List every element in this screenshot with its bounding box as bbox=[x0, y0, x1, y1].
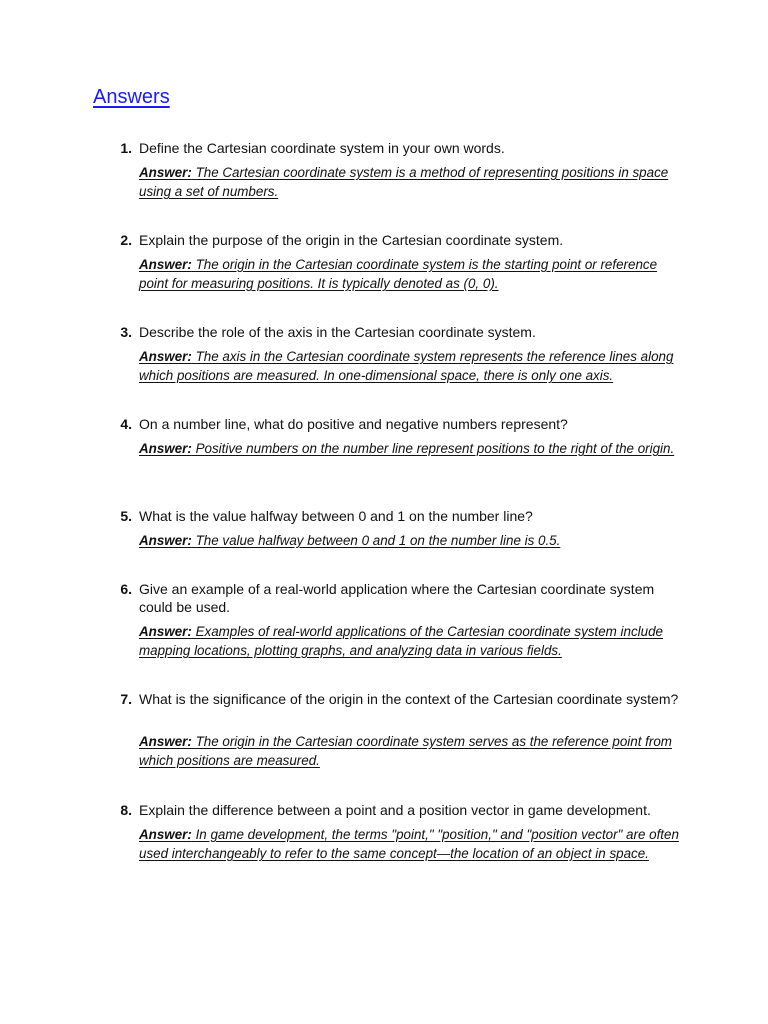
answer-label: Answer: bbox=[139, 257, 192, 272]
question-text: Give an example of a real-world application where the Cartesian coordinate system could be used. bbox=[139, 581, 655, 615]
question-text: On a number line, what do positive and negative numbers represent? bbox=[139, 416, 568, 432]
answer-body: In game development, the terms "point," "position," and "position vector" are often used interchangeably to refer to the same concept—the location of an object in space. bbox=[139, 827, 679, 861]
question-text: Define the Cartesian coordinate system in your own words. bbox=[139, 140, 505, 156]
answer-label: Answer: bbox=[139, 827, 192, 842]
answer-body: Examples of real-world applications of the Cartesian coordinate system include mapping locations, plotting graphs, and analyzing data in various fields. bbox=[139, 624, 663, 658]
item-number: 6. bbox=[120, 581, 132, 597]
item-number: 3. bbox=[120, 324, 132, 340]
item-number: 8. bbox=[120, 802, 132, 818]
item-number: 1. bbox=[120, 140, 132, 156]
answer-label: Answer: bbox=[139, 533, 192, 548]
answer-text bbox=[139, 825, 680, 863]
item-number: 7. bbox=[120, 691, 132, 707]
answer-text bbox=[139, 255, 680, 293]
answer-text bbox=[139, 163, 680, 201]
item-number: 5. bbox=[120, 508, 132, 524]
question-text: What is the value halfway between 0 and 1 on the number line? bbox=[139, 508, 533, 524]
question-text: Explain the purpose of the origin in the Cartesian coordinate system. bbox=[139, 232, 564, 248]
answer-text bbox=[139, 439, 680, 458]
answer-body: The Cartesian coordinate system is a method of representing positions in space using a set of numbers. bbox=[139, 165, 669, 199]
answer-body: Positive numbers on the number line represent positions to the right of the origin. bbox=[195, 441, 675, 456]
answer-body: The value halfway between 0 and 1 on the number line is 0.5. bbox=[195, 533, 561, 548]
item-number: 4. bbox=[120, 416, 132, 432]
answer-text bbox=[139, 622, 680, 660]
answer-text bbox=[139, 531, 680, 550]
answer-text bbox=[139, 347, 680, 385]
answer-body: The axis in the Cartesian coordinate system represents the reference lines along which positions are measured. In one-dimensional space, there is only one axis. bbox=[139, 349, 674, 383]
answers-heading[interactable]: Answers bbox=[93, 86, 170, 108]
answer-body: The origin in the Cartesian coordinate system is the starting point or reference point for measuring positions. It is typically denoted as (0, 0). bbox=[139, 257, 658, 291]
answer-text bbox=[139, 732, 680, 770]
item-number: 2. bbox=[120, 232, 132, 248]
answer-body: The origin in the Cartesian coordinate system serves as the reference point from which positions are measured. bbox=[139, 734, 672, 768]
answer-label: Answer: bbox=[139, 349, 192, 364]
question-text: What is the significance of the origin in the context of the Cartesian coordinate system? bbox=[139, 691, 679, 707]
answer-label: Answer: bbox=[139, 734, 192, 749]
answer-label: Answer: bbox=[139, 441, 192, 456]
question-text: Explain the difference between a point and a position vector in game development. bbox=[139, 802, 651, 818]
answer-label: Answer: bbox=[139, 165, 192, 180]
answer-label: Answer: bbox=[139, 624, 192, 639]
question-text: Describe the role of the axis in the Cartesian coordinate system. bbox=[139, 324, 536, 340]
